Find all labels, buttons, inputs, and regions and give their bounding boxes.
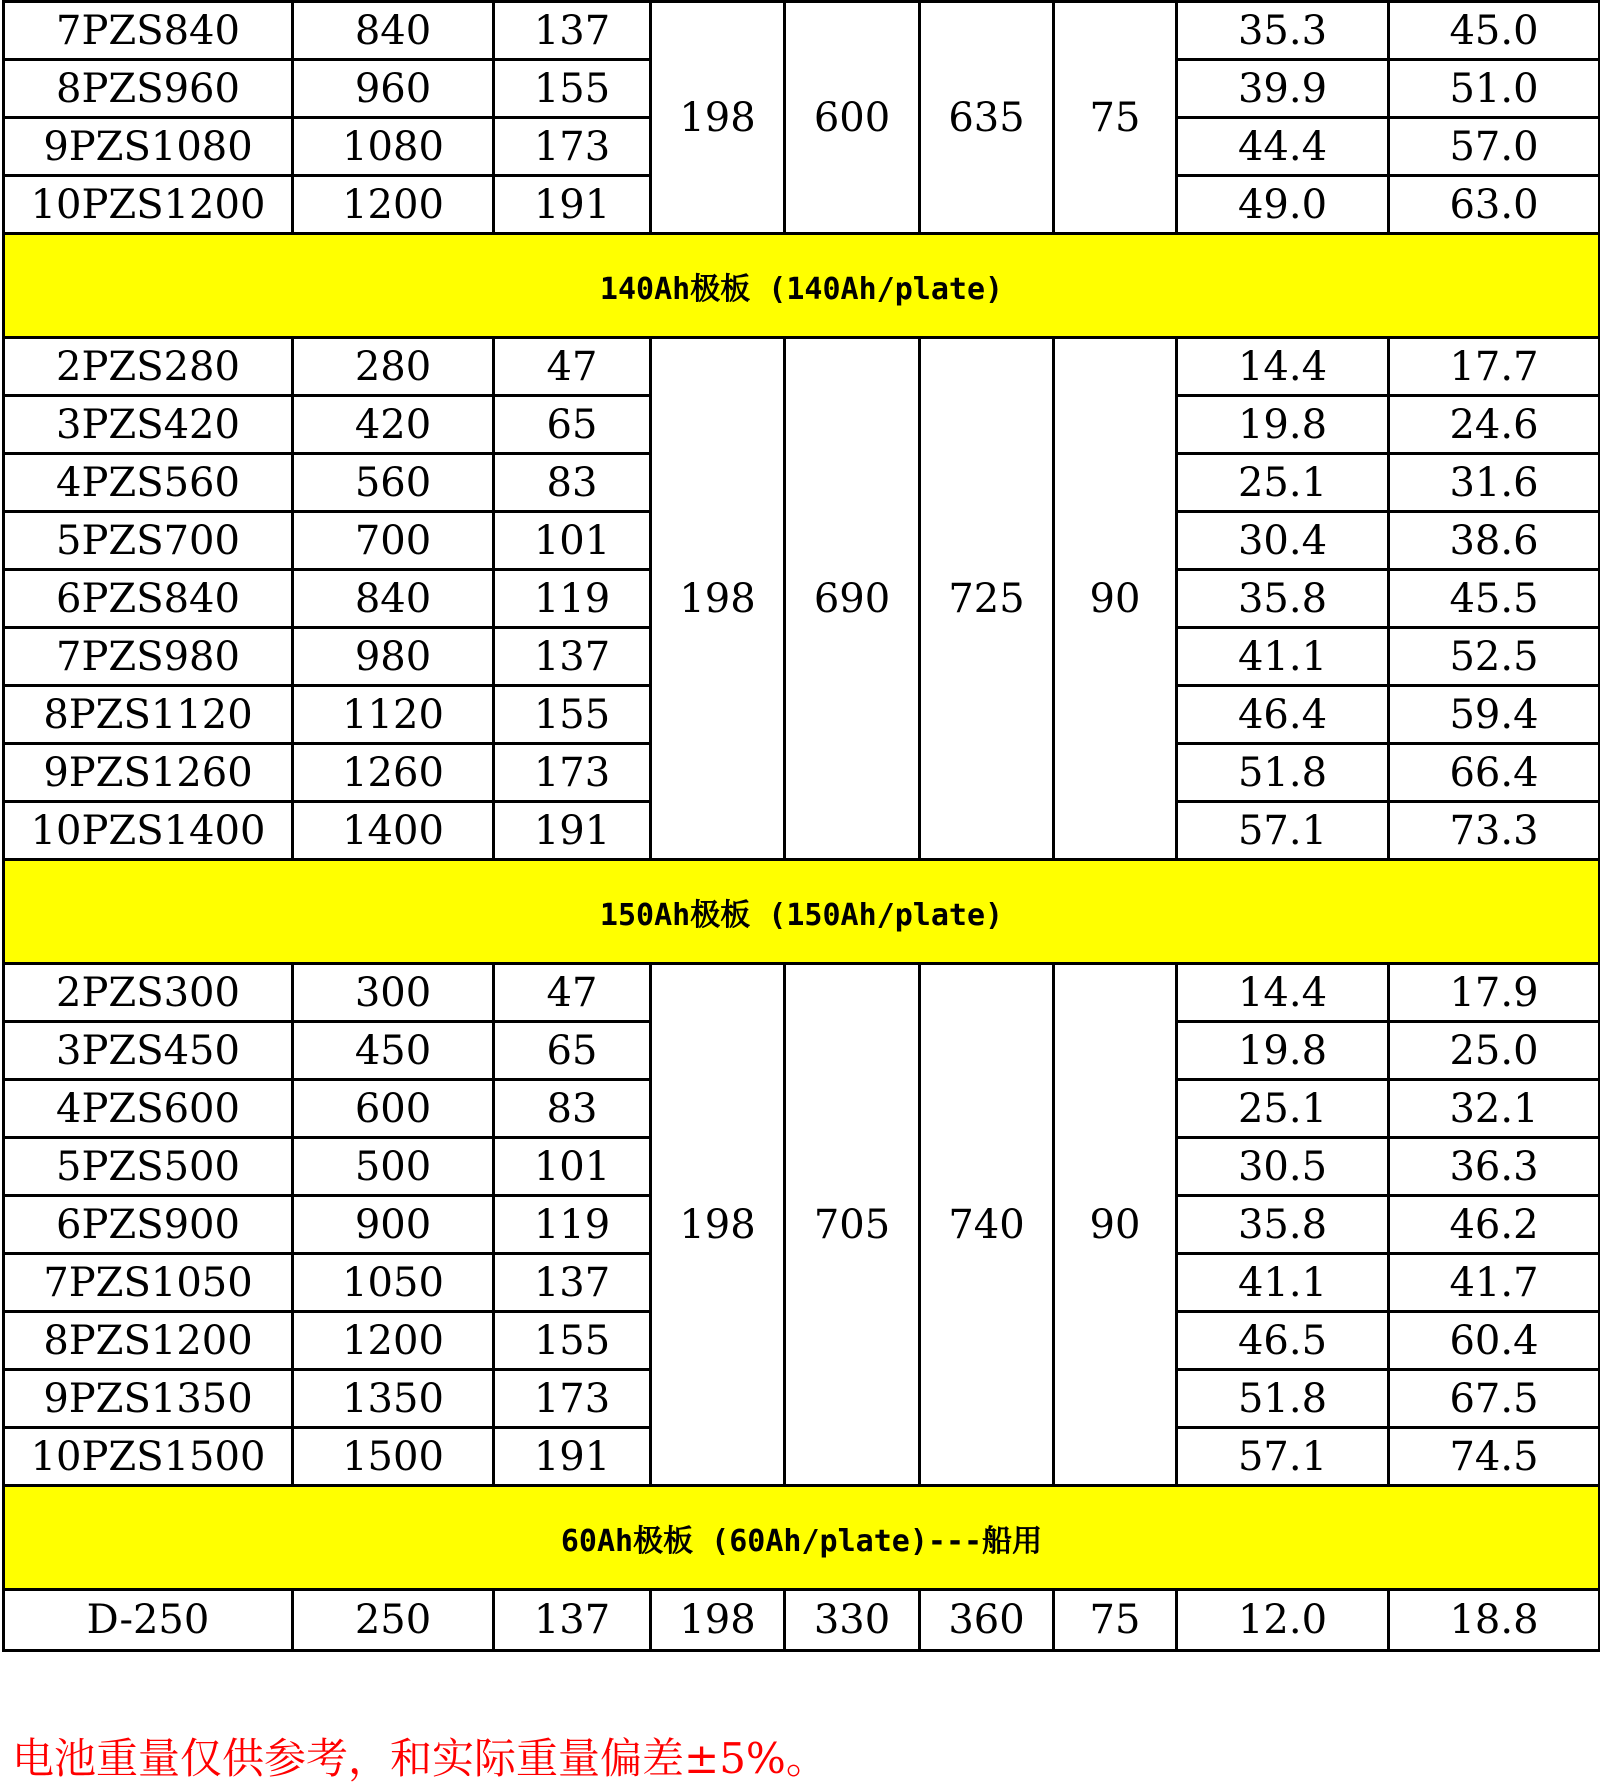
- weight-dry-cell: 39.9: [1177, 60, 1389, 118]
- terminal-cell: 75: [1054, 1590, 1177, 1651]
- model-cell: 8PZS1120: [4, 686, 293, 744]
- weight-dry-cell: 41.1: [1177, 1254, 1389, 1312]
- model-cell: 5PZS500: [4, 1138, 293, 1196]
- capacity-cell: 450: [293, 1022, 494, 1080]
- section-title: 140Ah极板 (140Ah/plate): [4, 234, 1600, 338]
- weight-dry-cell: 19.8: [1177, 1022, 1389, 1080]
- width-cell: 65: [494, 396, 651, 454]
- total-height-cell: 725: [920, 338, 1054, 860]
- model-cell: 2PZS280: [4, 338, 293, 396]
- capacity-cell: 280: [293, 338, 494, 396]
- weight-wet-cell: 67.5: [1389, 1370, 1600, 1428]
- weight-disclaimer-note: 电池重量仅供参考，和实际重量偏差±5%。: [12, 1734, 828, 1783]
- capacity-cell: 1500: [293, 1428, 494, 1486]
- capacity-cell: 1400: [293, 802, 494, 860]
- capacity-cell: 1200: [293, 1312, 494, 1370]
- width-cell: 119: [494, 570, 651, 628]
- width-cell: 137: [494, 1254, 651, 1312]
- capacity-cell: 600: [293, 1080, 494, 1138]
- weight-wet-cell: 38.6: [1389, 512, 1600, 570]
- capacity-cell: 960: [293, 60, 494, 118]
- weight-wet-cell: 51.0: [1389, 60, 1600, 118]
- section-header-150ah: [4, 860, 1600, 964]
- weight-wet-cell: 45.5: [1389, 570, 1600, 628]
- model-cell: 4PZS560: [4, 454, 293, 512]
- model-cell: 3PZS420: [4, 396, 293, 454]
- model-cell: 5PZS700: [4, 512, 293, 570]
- model-cell: 8PZS1200: [4, 1312, 293, 1370]
- width-cell: 155: [494, 60, 651, 118]
- model-cell: 6PZS840: [4, 570, 293, 628]
- width-cell: 173: [494, 744, 651, 802]
- capacity-cell: 1350: [293, 1370, 494, 1428]
- weight-dry-cell: 25.1: [1177, 1080, 1389, 1138]
- weight-wet-cell: 17.9: [1389, 964, 1600, 1022]
- model-cell: 7PZS1050: [4, 1254, 293, 1312]
- width-cell: 47: [494, 338, 651, 396]
- terminal-cell: 90: [1054, 338, 1177, 860]
- weight-wet-cell: 63.0: [1389, 176, 1600, 234]
- weight-wet-cell: 25.0: [1389, 1022, 1600, 1080]
- capacity-cell: 300: [293, 964, 494, 1022]
- weight-wet-cell: 46.2: [1389, 1196, 1600, 1254]
- weight-dry-cell: 12.0: [1177, 1590, 1389, 1651]
- weight-dry-cell: 44.4: [1177, 118, 1389, 176]
- width-cell: 137: [494, 628, 651, 686]
- weight-wet-cell: 41.7: [1389, 1254, 1600, 1312]
- weight-dry-cell: 46.5: [1177, 1312, 1389, 1370]
- capacity-cell: 560: [293, 454, 494, 512]
- weight-dry-cell: 49.0: [1177, 176, 1389, 234]
- terminal-cell: 75: [1054, 2, 1177, 234]
- weight-dry-cell: 19.8: [1177, 396, 1389, 454]
- capacity-cell: 700: [293, 512, 494, 570]
- capacity-cell: 250: [293, 1590, 494, 1651]
- height-cell: 600: [785, 2, 920, 234]
- model-cell: 10PZS1500: [4, 1428, 293, 1486]
- table-row: [4, 1590, 1600, 1651]
- weight-dry-cell: 35.3: [1177, 2, 1389, 60]
- terminal-cell: 90: [1054, 964, 1177, 1486]
- weight-dry-cell: 35.8: [1177, 1196, 1389, 1254]
- width-cell: 101: [494, 1138, 651, 1196]
- total-height-cell: 360: [920, 1590, 1054, 1651]
- model-cell: 7PZS840: [4, 2, 293, 60]
- width-cell: 173: [494, 118, 651, 176]
- capacity-cell: 1080: [293, 118, 494, 176]
- weight-dry-cell: 57.1: [1177, 1428, 1389, 1486]
- capacity-cell: 840: [293, 2, 494, 60]
- weight-dry-cell: 30.5: [1177, 1138, 1389, 1196]
- model-cell: 4PZS600: [4, 1080, 293, 1138]
- weight-wet-cell: 17.7: [1389, 338, 1600, 396]
- weight-dry-cell: 14.4: [1177, 338, 1389, 396]
- weight-wet-cell: 52.5: [1389, 628, 1600, 686]
- weight-dry-cell: 25.1: [1177, 454, 1389, 512]
- weight-dry-cell: 51.8: [1177, 744, 1389, 802]
- length-cell: 198: [651, 338, 785, 860]
- width-cell: 137: [494, 1590, 651, 1651]
- table-row: [4, 2, 1600, 60]
- width-cell: 191: [494, 1428, 651, 1486]
- width-cell: 101: [494, 512, 651, 570]
- model-cell: 9PZS1350: [4, 1370, 293, 1428]
- model-cell: 6PZS900: [4, 1196, 293, 1254]
- model-cell: 2PZS300: [4, 964, 293, 1022]
- weight-wet-cell: 31.6: [1389, 454, 1600, 512]
- length-cell: 198: [651, 964, 785, 1486]
- width-cell: 173: [494, 1370, 651, 1428]
- weight-wet-cell: 18.8: [1389, 1590, 1600, 1651]
- model-cell: 10PZS1400: [4, 802, 293, 860]
- weight-dry-cell: 51.8: [1177, 1370, 1389, 1428]
- model-cell: 3PZS450: [4, 1022, 293, 1080]
- width-cell: 65: [494, 1022, 651, 1080]
- capacity-cell: 1120: [293, 686, 494, 744]
- weight-wet-cell: 66.4: [1389, 744, 1600, 802]
- table-row: [4, 964, 1600, 1022]
- weight-wet-cell: 45.0: [1389, 2, 1600, 60]
- weight-wet-cell: 57.0: [1389, 118, 1600, 176]
- weight-dry-cell: 30.4: [1177, 512, 1389, 570]
- section-title: 150Ah极板 (150Ah/plate): [4, 860, 1600, 964]
- model-cell: 8PZS960: [4, 60, 293, 118]
- section-title: 60Ah极板 (60Ah/plate)---船用: [4, 1486, 1600, 1590]
- weight-dry-cell: 41.1: [1177, 628, 1389, 686]
- capacity-cell: 900: [293, 1196, 494, 1254]
- weight-wet-cell: 74.5: [1389, 1428, 1600, 1486]
- model-cell: 9PZS1260: [4, 744, 293, 802]
- length-cell: 198: [651, 1590, 785, 1651]
- table-body: [4, 2, 1600, 1651]
- width-cell: 191: [494, 176, 651, 234]
- weight-wet-cell: 36.3: [1389, 1138, 1600, 1196]
- weight-dry-cell: 46.4: [1177, 686, 1389, 744]
- width-cell: 191: [494, 802, 651, 860]
- section-header-60ah: [4, 1486, 1600, 1590]
- width-cell: 155: [494, 1312, 651, 1370]
- capacity-cell: 420: [293, 396, 494, 454]
- model-cell: 9PZS1080: [4, 118, 293, 176]
- weight-wet-cell: 24.6: [1389, 396, 1600, 454]
- width-cell: 47: [494, 964, 651, 1022]
- width-cell: 83: [494, 1080, 651, 1138]
- total-height-cell: 740: [920, 964, 1054, 1486]
- section-header-140ah: [4, 234, 1600, 338]
- weight-wet-cell: 73.3: [1389, 802, 1600, 860]
- weight-wet-cell: 32.1: [1389, 1080, 1600, 1138]
- weight-dry-cell: 14.4: [1177, 964, 1389, 1022]
- model-cell: 7PZS980: [4, 628, 293, 686]
- height-cell: 705: [785, 964, 920, 1486]
- weight-dry-cell: 35.8: [1177, 570, 1389, 628]
- total-height-cell: 635: [920, 2, 1054, 234]
- weight-wet-cell: 60.4: [1389, 1312, 1600, 1370]
- width-cell: 155: [494, 686, 651, 744]
- capacity-cell: 1050: [293, 1254, 494, 1312]
- width-cell: 137: [494, 2, 651, 60]
- capacity-cell: 840: [293, 570, 494, 628]
- capacity-cell: 980: [293, 628, 494, 686]
- height-cell: 330: [785, 1590, 920, 1651]
- capacity-cell: 500: [293, 1138, 494, 1196]
- table-row: [4, 338, 1600, 396]
- width-cell: 119: [494, 1196, 651, 1254]
- height-cell: 690: [785, 338, 920, 860]
- length-cell: 198: [651, 2, 785, 234]
- width-cell: 83: [494, 454, 651, 512]
- capacity-cell: 1200: [293, 176, 494, 234]
- capacity-cell: 1260: [293, 744, 494, 802]
- weight-dry-cell: 57.1: [1177, 802, 1389, 860]
- battery-spec-table: [2, 0, 1600, 1652]
- model-cell: D-250: [4, 1590, 293, 1651]
- model-cell: 10PZS1200: [4, 176, 293, 234]
- weight-wet-cell: 59.4: [1389, 686, 1600, 744]
